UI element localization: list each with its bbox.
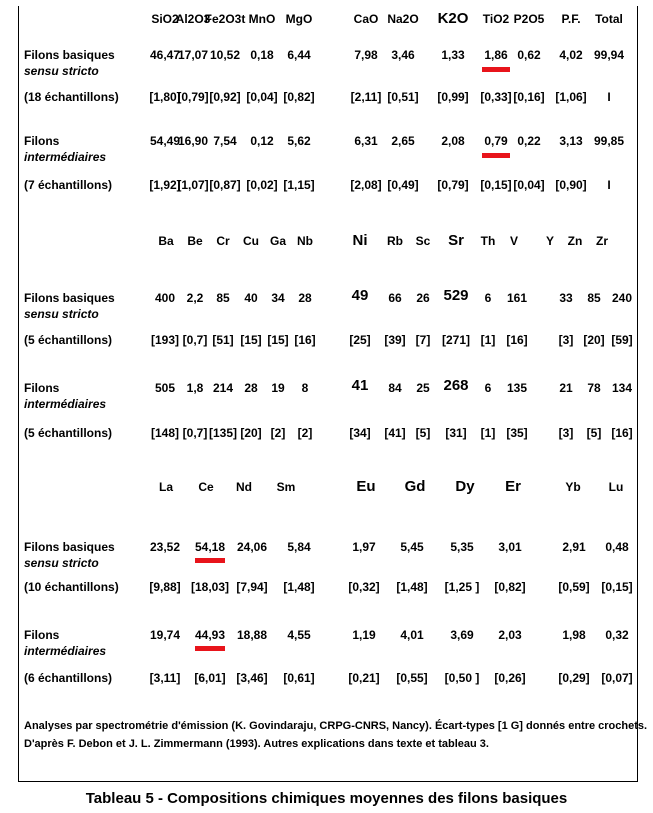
- table1-cell-3-10: [0,90]: [555, 178, 587, 192]
- table2-cell-0-10: 6: [484, 291, 492, 305]
- table2-cell-0-11: 161: [506, 291, 528, 305]
- table2-header-5: Nb: [297, 234, 313, 248]
- table1-header-6: Na2O: [387, 12, 419, 26]
- table-note-line-1: Analyses par spectrométrie d'émission (K. Govindaraju, CRPG-CNRS, Nancy). Écart-types [1 G] donnés entre crochets.: [24, 720, 648, 732]
- table1-cell-0-4: 6,44: [287, 48, 311, 62]
- table1-row-label-main-2: Filons: [24, 134, 60, 148]
- table1-row-label-sub-2: intermédiaires: [24, 150, 107, 164]
- table1-cell-0-10: 4,02: [559, 48, 583, 62]
- table2-cell-2-7: 84: [388, 381, 402, 395]
- table1-cell-1-7: [0,99]: [437, 90, 469, 104]
- table2-cell-0-6: 49: [351, 287, 369, 304]
- table3-cell-3-3: [0,61]: [283, 671, 315, 685]
- table3-highlight-underline-1: [195, 646, 225, 651]
- table3-cell-2-2: 18,88: [236, 628, 268, 642]
- table1-cell-3-4: [1,15]: [283, 178, 315, 192]
- table2-cell-2-1: 1,8: [186, 381, 204, 395]
- table3-row-label-main-1: (10 échantillons): [24, 580, 119, 594]
- table3-row-label-main-0: Filons basiques: [24, 540, 115, 554]
- table3-cell-0-3: 5,84: [287, 540, 311, 554]
- table1-cell-0-7: 1,33: [441, 48, 465, 62]
- table2-cell-1-9: [271]: [441, 333, 471, 347]
- table1-cell-3-3: [0,02]: [246, 178, 278, 192]
- table2-cell-0-7: 66: [388, 291, 402, 305]
- table2-row-label-main-1: (5 échantillons): [24, 333, 113, 347]
- table2-cell-1-14: [59]: [611, 333, 633, 347]
- table2-cell-2-4: 19: [271, 381, 285, 395]
- table3-row-label-sub-2: intermédiaires: [24, 644, 107, 658]
- table1-cell-1-0: [1,80]: [149, 90, 181, 104]
- table2-cell-3-1: [0,7]: [182, 426, 208, 440]
- table2-row-label-sub-0: sensu stricto: [24, 307, 99, 321]
- table1-header-0: SiO2: [151, 12, 179, 26]
- table1-cell-1-10: [1,06]: [555, 90, 587, 104]
- table1-cell-2-1: 16,90: [177, 134, 209, 148]
- table2-header-2: Cr: [216, 234, 230, 248]
- table2-cell-0-14: 240: [611, 291, 633, 305]
- table1-cell-2-5: 6,31: [354, 134, 378, 148]
- table1-cell-2-8: 0,79: [484, 134, 508, 148]
- table1-cell-0-11: 99,94: [593, 48, 625, 62]
- table3-cell-3-6: [0,50 ]: [444, 671, 480, 685]
- table3-cell-1-7: [0,82]: [494, 580, 526, 594]
- table3-cell-0-6: 5,35: [450, 540, 474, 554]
- table2-header-1: Be: [187, 234, 203, 248]
- table1-cell-2-6: 2,65: [391, 134, 415, 148]
- table3-cell-2-1: 44,93: [194, 628, 226, 642]
- table2-cell-1-12: [3]: [558, 333, 574, 347]
- table3-cell-0-5: 5,45: [400, 540, 424, 554]
- table1-cell-3-1: [1,07]: [177, 178, 209, 192]
- table1-cell-3-6: [0,49]: [387, 178, 419, 192]
- table3-cell-3-8: [0,29]: [558, 671, 590, 685]
- table3-cell-2-3: 4,55: [287, 628, 311, 642]
- table3-header-7: Er: [505, 478, 521, 495]
- table1-cell-0-6: 3,46: [391, 48, 415, 62]
- table3-header-8: Yb: [565, 480, 581, 494]
- table1-cell-1-6: [0,51]: [387, 90, 419, 104]
- table1-header-11: Total: [595, 12, 623, 26]
- table2-row-label-3: [24, 425, 112, 441]
- table2-cell-1-6: [25]: [349, 333, 371, 347]
- table1-header-9: P2O5: [513, 12, 545, 26]
- table2-cell-3-14: [16]: [611, 426, 633, 440]
- table3-cell-2-5: 4,01: [400, 628, 424, 642]
- table1-header-8: TiO2: [482, 12, 510, 26]
- table2-cell-3-0: [148]: [150, 426, 180, 440]
- table2-cell-1-1: [0,7]: [182, 333, 208, 347]
- table1-cell-2-11: 99,85: [593, 134, 625, 148]
- table1-header-4: MgO: [285, 12, 313, 26]
- table3-cell-2-9: 0,32: [605, 628, 629, 642]
- table2-cell-3-9: [31]: [445, 426, 467, 440]
- table1-cell-1-5: [2,11]: [350, 90, 382, 104]
- table1-row-label-0: [24, 47, 115, 79]
- table2-cell-1-11: [16]: [506, 333, 528, 347]
- table3-cell-1-0: [9,88]: [149, 580, 181, 594]
- table1-highlight-underline-1: [482, 153, 510, 158]
- table1-row-label-sub-0: sensu stricto: [24, 64, 99, 78]
- table2-cell-2-5: 8: [301, 381, 309, 395]
- table2-cell-2-6: 41: [351, 377, 369, 394]
- table3-row-label-3: [24, 670, 112, 686]
- table1-cell-0-9: 0,62: [517, 48, 541, 62]
- table1-header-1: Al2O3: [175, 12, 211, 26]
- table1-header-10: P.F.: [561, 12, 581, 26]
- table2-header-10: Th: [480, 234, 496, 248]
- table3-cell-3-1: [6,01]: [194, 671, 226, 685]
- table2-row-label-2: [24, 380, 106, 412]
- table1-row-label-main-0: Filons basiques: [24, 48, 115, 62]
- table1-row-label-1: [24, 89, 119, 105]
- table3-header-4: Eu: [356, 478, 376, 495]
- table2-cell-1-5: [16]: [294, 333, 316, 347]
- table2-cell-2-11: 135: [506, 381, 528, 395]
- table2-cell-2-8: 25: [416, 381, 430, 395]
- table2-header-0: Ba: [158, 234, 174, 248]
- table3-cell-1-8: [0,59]: [558, 580, 590, 594]
- table2-cell-3-11: [35]: [506, 426, 528, 440]
- table2-cell-2-2: 214: [212, 381, 234, 395]
- table2-row-label-1: [24, 332, 112, 348]
- table3-row-label-2: [24, 627, 106, 659]
- table1-cell-3-2: [0,87]: [209, 178, 241, 192]
- table1-cell-3-5: [2,08]: [350, 178, 382, 192]
- table-caption: Tableau 5 - Compositions chimiques moyennes des filons basiques: [85, 790, 568, 807]
- table1-cell-1-2: [0,92]: [209, 90, 241, 104]
- table3-cell-0-9: 0,48: [605, 540, 629, 554]
- table2-cell-0-12: 33: [559, 291, 573, 305]
- table3-cell-3-0: [3,11]: [149, 671, 181, 685]
- table3-header-3: Sm: [276, 480, 296, 494]
- table1-cell-2-3: 0,12: [250, 134, 274, 148]
- table2-cell-2-10: 6: [484, 381, 492, 395]
- table1-cell-0-0: 46,47: [149, 48, 181, 62]
- table3-cell-0-1: 54,18: [194, 540, 226, 554]
- table2-cell-2-3: 28: [244, 381, 258, 395]
- table2-cell-2-13: 78: [587, 381, 601, 395]
- table2-cell-3-5: [2]: [297, 426, 313, 440]
- table2-cell-3-6: [34]: [349, 426, 371, 440]
- table1-cell-2-0: 54,49: [149, 134, 181, 148]
- table2-row-label-0: [24, 290, 115, 322]
- table3-cell-3-2: [3,46]: [236, 671, 268, 685]
- table2-cell-1-7: [39]: [384, 333, 406, 347]
- table1-cell-2-10: 3,13: [559, 134, 583, 148]
- table1-cell-3-9: [0,04]: [513, 178, 545, 192]
- table1-cell-1-9: [0,16]: [513, 90, 545, 104]
- table3-cell-3-4: [0,21]: [348, 671, 380, 685]
- table2-cell-1-2: [51]: [212, 333, 234, 347]
- table2-header-9: Sr: [448, 232, 464, 249]
- table1-header-2: Fe2O3t: [204, 12, 246, 26]
- table3-cell-1-1: [18,03]: [190, 580, 230, 594]
- table3-cell-1-4: [0,32]: [348, 580, 380, 594]
- table1-cell-1-8: [0,33]: [480, 90, 512, 104]
- table1-cell-2-9: 0,22: [517, 134, 541, 148]
- table3-cell-1-2: [7,94]: [236, 580, 268, 594]
- table2-cell-0-4: 34: [271, 291, 285, 305]
- table2-cell-3-4: [2]: [270, 426, 286, 440]
- table2-header-12: Y: [545, 234, 555, 248]
- table3-cell-3-7: [0,26]: [494, 671, 526, 685]
- table2-cell-3-2: [135]: [208, 426, 238, 440]
- table3-row-label-0: [24, 539, 115, 571]
- table1-cell-2-7: 2,08: [441, 134, 465, 148]
- table1-cell-1-3: [0,04]: [246, 90, 278, 104]
- table2-cell-2-9: 268: [443, 377, 469, 394]
- table2-row-label-main-3: (5 échantillons): [24, 426, 113, 440]
- table3-row-label-main-2: Filons: [24, 628, 60, 642]
- table3-cell-1-3: [1,48]: [283, 580, 315, 594]
- table2-header-4: Ga: [269, 234, 287, 248]
- table3-row-label-main-3: (6 échantillons): [24, 671, 113, 685]
- table2-row-label-sub-2: intermédiaires: [24, 397, 107, 411]
- table3-cell-3-9: [0,07]: [601, 671, 633, 685]
- table1-cell-2-4: 5,62: [287, 134, 311, 148]
- table3-cell-2-8: 1,98: [562, 628, 586, 642]
- table3-row-label-sub-0: sensu stricto: [24, 556, 99, 570]
- table2-row-label-main-0: Filons basiques: [24, 291, 115, 305]
- table1-cell-2-2: 7,54: [213, 134, 237, 148]
- table1-cell-0-1: 17,07: [177, 48, 209, 62]
- table2-cell-2-0: 505: [154, 381, 176, 395]
- table3-cell-3-5: [0,55]: [396, 671, 428, 685]
- table2-cell-0-2: 85: [216, 291, 230, 305]
- table3-cell-2-7: 2,03: [498, 628, 522, 642]
- table2-cell-0-0: 400: [154, 291, 176, 305]
- table2-cell-0-8: 26: [416, 291, 430, 305]
- table1-cell-1-11: I: [607, 90, 611, 104]
- table3-cell-0-4: 1,97: [352, 540, 376, 554]
- table3-header-0: La: [158, 480, 174, 494]
- table1-cell-0-5: 7,98: [354, 48, 378, 62]
- table1-row-label-3: [24, 177, 112, 193]
- table2-cell-1-4: [15]: [267, 333, 289, 347]
- table1-row-label-main-1: (18 échantillons): [24, 90, 119, 104]
- table1-row-label-main-3: (7 échantillons): [24, 178, 113, 192]
- table1-cell-1-4: [0,82]: [283, 90, 315, 104]
- table2-header-14: Zr: [596, 234, 608, 248]
- table1-cell-3-7: [0,79]: [437, 178, 469, 192]
- table1-header-5: CaO: [353, 12, 379, 26]
- table2-header-6: Ni: [352, 232, 368, 249]
- table2-header-7: Rb: [387, 234, 403, 248]
- table3-cell-1-5: [1,48]: [396, 580, 428, 594]
- table2-cell-0-13: 85: [587, 291, 601, 305]
- table2-cell-3-10: [1]: [480, 426, 496, 440]
- table1-cell-3-8: [0,15]: [480, 178, 512, 192]
- table-frame: [18, 6, 638, 782]
- table2-row-label-main-2: Filons: [24, 381, 60, 395]
- table3-cell-2-0: 19,74: [149, 628, 181, 642]
- table3-cell-0-0: 23,52: [149, 540, 181, 554]
- table2-cell-1-0: [193]: [150, 333, 180, 347]
- table2-cell-0-5: 28: [298, 291, 312, 305]
- table2-cell-0-9: 529: [443, 287, 469, 304]
- table1-cell-0-8: 1,86: [484, 48, 508, 62]
- table2-cell-2-14: 134: [611, 381, 633, 395]
- table3-cell-2-6: 3,69: [450, 628, 474, 642]
- table1-cell-3-0: [1,92]: [149, 178, 181, 192]
- table3-header-9: Lu: [608, 480, 624, 494]
- table3-header-1: Ce: [198, 480, 214, 494]
- table-note-line-2: D'après F. Debon et J. L. Zimmermann (1993). Autres explications dans texte et tableau 3.: [24, 738, 489, 750]
- table1-cell-0-3: 0,18: [250, 48, 274, 62]
- table1-row-label-2: [24, 133, 106, 165]
- table3-cell-1-9: [0,15]: [601, 580, 633, 594]
- table3-header-5: Gd: [404, 478, 426, 495]
- table1-header-7: K2O: [437, 10, 469, 27]
- table3-cell-0-2: 24,06: [236, 540, 268, 554]
- table2-header-11: V: [509, 234, 519, 248]
- table1-header-3: MnO: [248, 12, 276, 26]
- table2-cell-0-3: 40: [244, 291, 258, 305]
- table2-cell-3-8: [5]: [415, 426, 431, 440]
- table2-cell-3-13: [5]: [586, 426, 602, 440]
- table1-highlight-underline-0: [482, 67, 510, 72]
- table2-cell-3-7: [41]: [384, 426, 406, 440]
- table3-cell-0-7: 3,01: [498, 540, 522, 554]
- table3-cell-2-4: 1,19: [352, 628, 376, 642]
- table2-header-8: Sc: [415, 234, 431, 248]
- table2-cell-1-13: [20]: [583, 333, 605, 347]
- table3-row-label-1: [24, 579, 119, 595]
- table3-highlight-underline-0: [195, 558, 225, 563]
- table1-cell-0-2: 10,52: [209, 48, 241, 62]
- table3-cell-1-6: [1,25 ]: [444, 580, 480, 594]
- table2-cell-1-3: [15]: [240, 333, 262, 347]
- table1-cell-1-1: [0,79]: [177, 90, 209, 104]
- table2-cell-0-1: 2,2: [186, 291, 204, 305]
- table2-cell-3-12: [3]: [558, 426, 574, 440]
- table1-cell-3-11: I: [607, 178, 611, 192]
- table3-header-6: Dy: [455, 478, 475, 495]
- table2-cell-3-3: [20]: [240, 426, 262, 440]
- table2-cell-2-12: 21: [559, 381, 573, 395]
- table3-cell-0-8: 2,91: [562, 540, 586, 554]
- table2-header-13: Zn: [567, 234, 583, 248]
- table2-cell-1-10: [1]: [480, 333, 496, 347]
- table2-header-3: Cu: [243, 234, 259, 248]
- table2-cell-1-8: [7]: [415, 333, 431, 347]
- table3-header-2: Nd: [236, 480, 252, 494]
